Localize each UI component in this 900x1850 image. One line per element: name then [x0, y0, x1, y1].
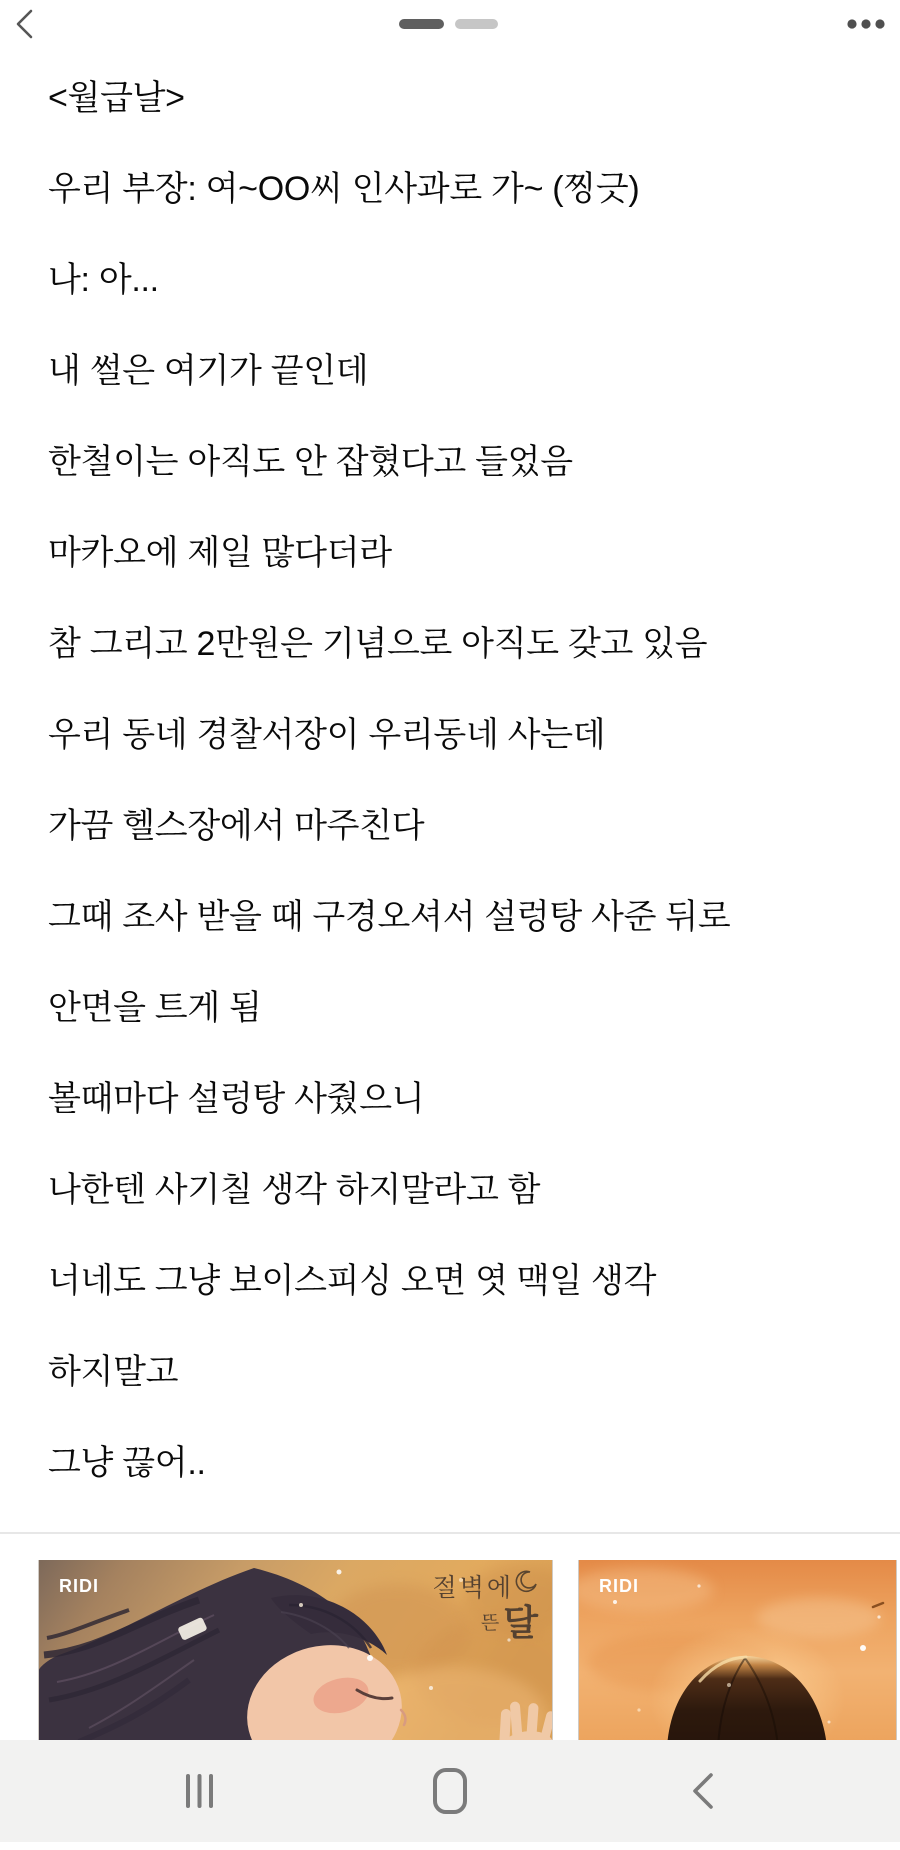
top-app-bar [0, 0, 900, 48]
promo-banner-row [0, 1560, 900, 1740]
cover-title [420, 1576, 538, 1641]
recents-button[interactable] [154, 1740, 244, 1842]
post-body [0, 48, 900, 1485]
post-line: 나: 아... [48, 261, 159, 299]
post-line: 참 그리고 2만원은 기념으로 아직도 갖고 있음 [48, 625, 708, 663]
post-line: 볼때마다 설렁탕 사줬으니 [48, 1080, 425, 1118]
post-line: 우리 동네 경찰서장이 우리동네 사는데 [48, 716, 606, 754]
post-line: 우리 부장: 여~OO씨 인사과로 가~ (찡긋) [48, 170, 640, 208]
ridi-watermark: RIDI [599, 1576, 639, 1596]
cover-title-line2: 뜬 달 [480, 1603, 538, 1643]
content-divider [0, 1532, 900, 1534]
ridi-watermark: RIDI [59, 1576, 99, 1596]
post-line: <월급날> [48, 79, 185, 117]
promo-banner-cliff-moon[interactable] [39, 1560, 552, 1740]
post-line: 하지말고 [48, 1353, 179, 1391]
post-line: 너네도 그냥 보이스피싱 오면 엿 맥일 생각 [48, 1262, 657, 1300]
page-indicator [399, 19, 498, 29]
post-line: 내 썰은 여기가 끝인데 [48, 352, 369, 390]
android-navigation-bar [0, 1740, 900, 1842]
more-menu-icon[interactable] [844, 13, 888, 35]
home-button[interactable] [405, 1740, 495, 1842]
post-line: 그냥 끊어.. [48, 1444, 206, 1482]
post-line: 한철이는 아직도 안 잡혔다고 들었음 [48, 443, 573, 481]
post-line: 안면을 트게 됨 [48, 989, 262, 1027]
recents-icon [186, 1774, 213, 1808]
cover-title-line1: 절벽에 [432, 1575, 514, 1602]
page-indicator-pill-active[interactable] [399, 19, 444, 29]
post-line: 가끔 헬스장에서 마주친다 [48, 807, 425, 845]
nav-back-button[interactable] [658, 1740, 748, 1842]
page-indicator-pill-inactive[interactable] [455, 19, 498, 29]
promo-banner-sunset[interactable] [579, 1560, 896, 1740]
post-line: 그때 조사 받을 때 구경오셔서 설렁탕 사준 뒤로 [48, 898, 731, 936]
crescent-moon-icon [514, 1570, 538, 1594]
home-icon [433, 1768, 467, 1814]
post-line: 나한텐 사기칠 생각 하지말라고 함 [48, 1171, 541, 1209]
nav-back-icon [691, 1772, 715, 1810]
post-line: 마카오에 제일 많다더라 [48, 534, 392, 572]
back-icon[interactable] [10, 7, 44, 41]
